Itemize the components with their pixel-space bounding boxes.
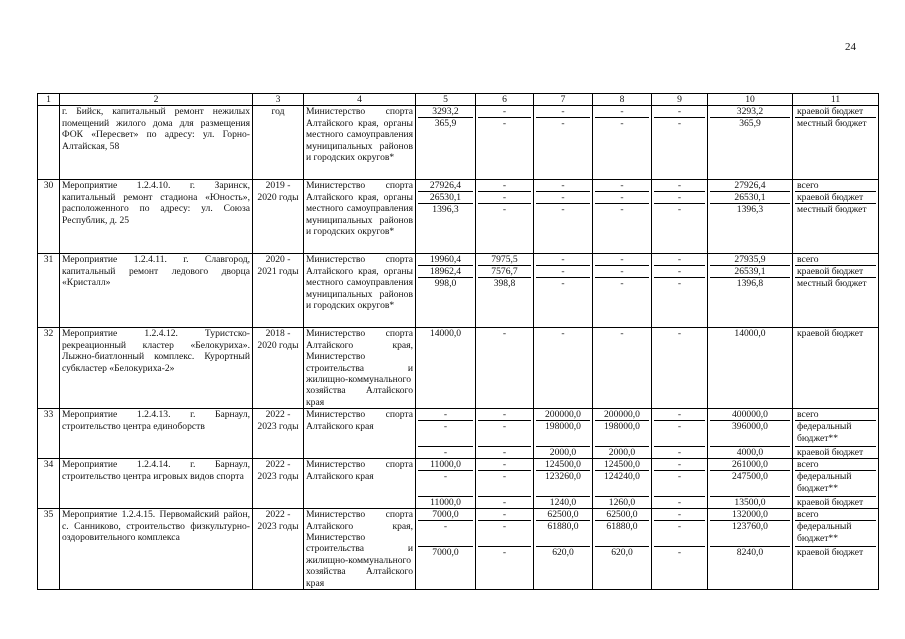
value-cell: - bbox=[561, 204, 565, 216]
table-row bbox=[38, 409, 879, 459]
value-cell: 26539,1 bbox=[710, 266, 790, 278]
funding-source: федеральный бюджет** bbox=[795, 471, 876, 497]
value-column bbox=[593, 459, 652, 509]
value-cell: 18962,4 bbox=[418, 266, 473, 278]
value-cell: 198000,0 bbox=[536, 421, 590, 447]
value-cell: - bbox=[478, 521, 531, 547]
value-column bbox=[652, 328, 708, 409]
value-cell: 19960,4 bbox=[418, 254, 473, 266]
value-cell: 13500,0 bbox=[734, 497, 766, 509]
table-row bbox=[38, 459, 879, 509]
value-cell: - bbox=[654, 509, 705, 521]
value-cell: - bbox=[620, 204, 624, 216]
executor: Министерство спорта Алтайского края, органы местного самоуправления муниципальных районов и городских округов* bbox=[304, 254, 416, 328]
value-cell: - bbox=[654, 421, 705, 447]
value-column bbox=[652, 254, 708, 328]
value-cell: - bbox=[561, 118, 565, 130]
value-cell: 620,0 bbox=[611, 547, 633, 559]
value-cell: 27926,4 bbox=[418, 180, 473, 192]
value-cell: - bbox=[561, 278, 565, 290]
value-cell: - bbox=[418, 471, 473, 497]
funding-source-column bbox=[793, 106, 879, 180]
value-cell: 398,8 bbox=[493, 278, 516, 290]
value-cell: 396000,0 bbox=[710, 421, 790, 447]
value-cell: 198000,0 bbox=[595, 421, 649, 447]
value-cell: 124500,0 bbox=[595, 459, 649, 471]
table-row bbox=[38, 328, 879, 409]
value-column bbox=[593, 106, 652, 180]
funding-source: федеральный бюджет** bbox=[795, 521, 876, 547]
value-cell: - bbox=[677, 497, 682, 509]
measure-name: Мероприятие 1.2.4.13. г. Барнаул, строительство центра единоборств bbox=[60, 409, 253, 459]
value-cell: 7000,0 bbox=[432, 547, 459, 559]
executor: Министерство спорта Алтайского края, Министерство строительства и жилищно-коммунального хозяйства Алтайского края bbox=[304, 509, 416, 590]
value-cell: - bbox=[677, 547, 682, 559]
executor: Министерство спорта Алтайского края bbox=[304, 409, 416, 459]
value-cell: 620,0 bbox=[552, 547, 574, 559]
value-cell: - bbox=[654, 106, 705, 118]
value-cell: 124240,0 bbox=[595, 471, 649, 497]
value-cell: - bbox=[620, 278, 624, 290]
value-cell: - bbox=[595, 254, 649, 266]
value-cell: 62500,0 bbox=[595, 509, 649, 521]
funding-source: всего bbox=[795, 180, 876, 192]
header-cell: 1 bbox=[38, 94, 60, 106]
funding-source: краевой бюджет bbox=[797, 547, 864, 559]
value-column bbox=[416, 509, 476, 590]
value-cell: 27935,9 bbox=[710, 254, 790, 266]
value-column bbox=[534, 459, 593, 509]
value-column bbox=[534, 509, 593, 590]
funding-source: всего bbox=[795, 254, 876, 266]
value-cell: - bbox=[502, 328, 507, 340]
value-cell: 1240,0 bbox=[549, 497, 577, 509]
period: год bbox=[253, 106, 304, 180]
row-number: 32 bbox=[38, 328, 60, 409]
value-cell: 11000,0 bbox=[418, 459, 473, 471]
value-cell: - bbox=[677, 447, 682, 459]
measure-name: Мероприятие 1.2.4.14. г. Барнаул, строительство центра игровых видов спорта bbox=[60, 459, 253, 509]
value-cell: - bbox=[478, 180, 531, 192]
period: 2022 - 2023 годы bbox=[253, 509, 304, 590]
funding-source-column bbox=[793, 328, 879, 409]
value-column bbox=[708, 328, 793, 409]
value-cell: - bbox=[595, 106, 649, 118]
value-cell: 1396,3 bbox=[432, 204, 459, 216]
measure-name: г. Бийск, капитальный ремонт нежилых помещений жилого дома для размещения ФОК «Пересвет» по адресу: ул. Горно-Алтайская, 58 bbox=[60, 106, 253, 180]
funding-source-column bbox=[793, 180, 879, 254]
value-cell: - bbox=[561, 328, 565, 340]
value-cell: 27926,4 bbox=[710, 180, 790, 192]
funding-source: всего bbox=[795, 509, 876, 521]
value-cell: - bbox=[478, 421, 531, 447]
funding-source: краевой бюджет bbox=[795, 106, 876, 118]
value-column bbox=[476, 459, 534, 509]
value-cell: 61880,0 bbox=[536, 521, 590, 547]
value-column bbox=[534, 254, 593, 328]
value-column bbox=[534, 106, 593, 180]
value-column bbox=[476, 180, 534, 254]
value-cell: 132000,0 bbox=[710, 509, 790, 521]
value-cell: - bbox=[654, 254, 705, 266]
funding-source: местный бюджет bbox=[797, 204, 867, 216]
header-cell: 3 bbox=[253, 94, 304, 106]
value-column bbox=[708, 509, 793, 590]
value-cell: - bbox=[654, 266, 705, 278]
value-cell: 4000,0 bbox=[736, 447, 764, 459]
value-cell: - bbox=[536, 192, 590, 204]
period: 2020 - 2021 годы bbox=[253, 254, 304, 328]
value-column bbox=[652, 459, 708, 509]
value-column bbox=[416, 180, 476, 254]
value-cell: 7576,7 bbox=[478, 266, 531, 278]
header-cell: 7 bbox=[534, 94, 593, 106]
measure-name: Мероприятие 1.2.4.12. Туристско-рекреационный кластер «Белокуриха». Лыжно-биатлонный комплекс. Курортный субкластер «Белокуриха-2» bbox=[60, 328, 253, 409]
value-cell: - bbox=[536, 266, 590, 278]
value-cell: 62500,0 bbox=[536, 509, 590, 521]
value-cell: 26530,1 bbox=[710, 192, 790, 204]
value-cell: 11000,0 bbox=[430, 497, 461, 509]
value-cell: - bbox=[478, 471, 531, 497]
value-cell: - bbox=[536, 180, 590, 192]
value-cell: - bbox=[654, 409, 705, 421]
value-cell: - bbox=[502, 204, 507, 216]
table-row bbox=[38, 180, 879, 254]
value-cell: - bbox=[677, 328, 682, 340]
value-column bbox=[416, 409, 476, 459]
value-cell: 123760,0 bbox=[710, 521, 790, 547]
period: 2022 - 2023 годы bbox=[253, 409, 304, 459]
value-cell: 7000,0 bbox=[418, 509, 473, 521]
measure-name: Мероприятие 1.2.4.11. г. Славгород, капитальный ремонт ледового дворца «Кристалл» bbox=[60, 254, 253, 328]
header-cell: 4 bbox=[304, 94, 416, 106]
table-row bbox=[38, 254, 879, 328]
value-cell: - bbox=[502, 118, 507, 130]
row-number bbox=[38, 106, 60, 180]
value-cell: - bbox=[654, 192, 705, 204]
value-column bbox=[476, 106, 534, 180]
value-column bbox=[476, 509, 534, 590]
header-cell: 11 bbox=[793, 94, 879, 106]
funding-source: всего bbox=[795, 409, 876, 421]
value-cell: - bbox=[502, 547, 507, 559]
table-row bbox=[38, 509, 879, 590]
value-column bbox=[593, 180, 652, 254]
value-cell: - bbox=[595, 180, 649, 192]
value-cell: 400000,0 bbox=[710, 409, 790, 421]
measure-name: Мероприятие 1.2.4.10. г. Заринск, капитальный ремонт стадиона «Юность», расположенного по адресу: ул. Союза Республик, д. 25 bbox=[60, 180, 253, 254]
value-cell: 3293,2 bbox=[710, 106, 790, 118]
funding-source: краевой бюджет bbox=[795, 266, 876, 278]
row-number: 31 bbox=[38, 254, 60, 328]
value-cell: 247500,0 bbox=[710, 471, 790, 497]
funding-source: краевой бюджет bbox=[797, 497, 864, 509]
value-cell: - bbox=[478, 409, 531, 421]
value-cell: 8240,0 bbox=[736, 547, 764, 559]
value-cell: 3293,2 bbox=[418, 106, 473, 118]
value-column bbox=[652, 180, 708, 254]
value-cell: - bbox=[536, 106, 590, 118]
value-cell: 1396,3 bbox=[736, 204, 764, 216]
funding-source-column bbox=[793, 409, 879, 459]
measure-name: Мероприятие 1.2.4.15. Первомайский район, с. Санниково, строительство физкультурно-оздоровительного комплекса bbox=[60, 509, 253, 590]
funding-source-column bbox=[793, 509, 879, 590]
value-cell: - bbox=[654, 180, 705, 192]
value-cell: - bbox=[595, 192, 649, 204]
value-cell: 2000,0 bbox=[549, 447, 577, 459]
funding-source: краевой бюджет bbox=[795, 192, 876, 204]
funding-source-column bbox=[793, 254, 879, 328]
value-column bbox=[534, 409, 593, 459]
value-cell: - bbox=[620, 328, 624, 340]
value-column bbox=[416, 459, 476, 509]
value-cell: - bbox=[478, 509, 531, 521]
value-cell: - bbox=[536, 254, 590, 266]
row-number: 33 bbox=[38, 409, 60, 459]
value-cell: 998,0 bbox=[434, 278, 457, 290]
value-cell: - bbox=[654, 521, 705, 547]
value-column bbox=[593, 409, 652, 459]
value-cell: 200000,0 bbox=[595, 409, 649, 421]
header-cell: 9 bbox=[652, 94, 708, 106]
value-cell: - bbox=[654, 459, 705, 471]
page-number: 24 bbox=[845, 41, 856, 53]
value-column bbox=[534, 328, 593, 409]
value-cell: 1396,8 bbox=[736, 278, 764, 290]
value-cell: - bbox=[418, 409, 473, 421]
value-cell: - bbox=[654, 471, 705, 497]
value-column bbox=[652, 409, 708, 459]
value-column bbox=[708, 180, 793, 254]
header-cell: 2 bbox=[60, 94, 253, 106]
value-cell: 61880,0 bbox=[595, 521, 649, 547]
executor: Министерство спорта Алтайского края, органы местного самоуправления муниципальных районов и городских округов* bbox=[304, 180, 416, 254]
row-number: 35 bbox=[38, 509, 60, 590]
value-cell: - bbox=[443, 447, 448, 459]
value-column bbox=[708, 106, 793, 180]
value-cell: 365,9 bbox=[739, 118, 761, 130]
value-column bbox=[593, 328, 652, 409]
funding-source-column bbox=[793, 459, 879, 509]
value-cell: 26530,1 bbox=[418, 192, 473, 204]
value-cell: 365,9 bbox=[434, 118, 457, 130]
header-cell: 5 bbox=[416, 94, 476, 106]
funding-source: местный бюджет bbox=[797, 278, 867, 290]
executor: Министерство спорта Алтайского края bbox=[304, 459, 416, 509]
value-column bbox=[652, 106, 708, 180]
value-cell: - bbox=[677, 118, 682, 130]
value-column bbox=[708, 254, 793, 328]
period: 2022 - 2023 годы bbox=[253, 459, 304, 509]
period: 2019 - 2020 годы bbox=[253, 180, 304, 254]
table-row bbox=[38, 106, 879, 180]
value-cell: - bbox=[418, 421, 473, 447]
value-column bbox=[593, 254, 652, 328]
header-cell: 8 bbox=[593, 94, 652, 106]
value-column bbox=[476, 254, 534, 328]
value-column bbox=[708, 459, 793, 509]
funding-source: краевой бюджет bbox=[797, 447, 864, 459]
value-cell: 124500,0 bbox=[536, 459, 590, 471]
value-column bbox=[652, 509, 708, 590]
value-column bbox=[416, 106, 476, 180]
value-cell: - bbox=[620, 118, 624, 130]
value-column bbox=[476, 409, 534, 459]
value-cell: 7975,5 bbox=[478, 254, 531, 266]
executor: Министерство спорта Алтайского края, Министерство строительства и жилищно-коммунального хозяйства Алтайского края bbox=[304, 328, 416, 409]
value-cell: - bbox=[478, 106, 531, 118]
value-cell: 14000,0 bbox=[734, 328, 766, 340]
funding-source: краевой бюджет bbox=[797, 328, 864, 340]
funding-source: местный бюджет bbox=[797, 118, 867, 130]
value-column bbox=[416, 254, 476, 328]
value-cell: 200000,0 bbox=[536, 409, 590, 421]
value-cell: - bbox=[595, 266, 649, 278]
value-column bbox=[593, 509, 652, 590]
value-column bbox=[416, 328, 476, 409]
value-cell: - bbox=[502, 447, 507, 459]
value-cell: - bbox=[478, 192, 531, 204]
header-cell: 6 bbox=[476, 94, 534, 106]
value-cell: 14000,0 bbox=[429, 328, 462, 340]
executor: Министерство спорта Алтайского края, органы местного самоуправления муниципальных районов и городских округов* bbox=[304, 106, 416, 180]
row-number: 30 bbox=[38, 180, 60, 254]
funding-source: всего bbox=[795, 459, 876, 471]
value-column bbox=[476, 328, 534, 409]
value-cell: - bbox=[502, 497, 507, 509]
budget-table bbox=[37, 93, 879, 590]
value-cell: 123260,0 bbox=[536, 471, 590, 497]
value-column bbox=[708, 409, 793, 459]
value-column bbox=[534, 180, 593, 254]
value-cell: - bbox=[677, 204, 682, 216]
funding-source: федеральный бюджет** bbox=[795, 421, 876, 447]
value-cell: - bbox=[478, 459, 531, 471]
value-cell: - bbox=[418, 521, 473, 547]
value-cell: 2000,0 bbox=[608, 447, 636, 459]
value-cell: 1260,0 bbox=[608, 497, 636, 509]
period: 2018 - 2020 годы bbox=[253, 328, 304, 409]
row-number: 34 bbox=[38, 459, 60, 509]
value-cell: - bbox=[677, 278, 682, 290]
header-row bbox=[38, 94, 879, 106]
value-cell: 261000,0 bbox=[710, 459, 790, 471]
header-cell: 10 bbox=[708, 94, 793, 106]
